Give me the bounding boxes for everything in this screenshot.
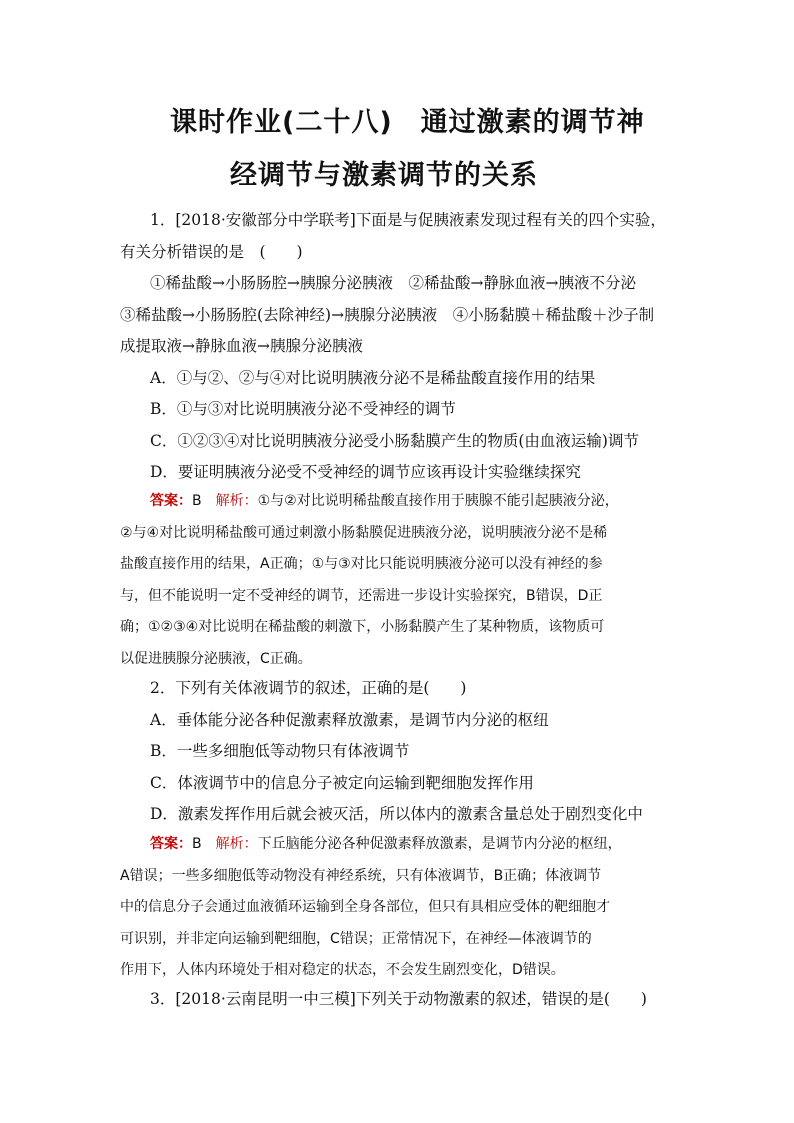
question-1-answer-line-3: 盐酸直接作用的结果，A正确；①与③对比只能说明胰液分泌可以没有神经的参 <box>120 556 603 572</box>
question-2-answer <box>120 829 680 987</box>
answer-heading: 答案： <box>150 493 192 509</box>
question-1-stem-line-1: 1．[2018·安徽部分中学联考]下面是与促胰液素发现过程有关的四个实验， <box>150 211 666 229</box>
question-1-answer-line-1 <box>120 486 680 518</box>
question-2-stem: 2．下列有关体液调节的叙述，正确的是( ) <box>150 679 467 697</box>
answer-letter: B <box>192 836 216 852</box>
question-1-option-d: D．要证明胰液分泌受不受神经的调节应该再设计实验继续探究 <box>150 463 581 481</box>
analysis-label: 解析： <box>215 493 258 509</box>
analysis-text: ①与②对比说明稀盐酸直接作用于胰腺不能引起胰液分泌， <box>257 493 619 509</box>
question-1-answer <box>120 486 680 675</box>
answer-heading: 答案： <box>150 836 192 852</box>
question-3-stem: 3．[2018·云南昆明一中三模]下列关于动物激素的叙述，错误的是( ) <box>150 990 647 1008</box>
question-1-experiment-line-2: ③稀盐酸→小肠肠腔(去除神经)→胰腺分泌胰液 ④小肠黏膜＋稀盐酸＋沙子制 <box>120 305 655 324</box>
question-2-answer-line-3: 中的信息分子会通过血液循环运输到全身各部位，但只有具相应受体的靶细胞才 <box>120 899 610 915</box>
question-2-option-d: D．激素发挥作用后就会被灭活，所以体内的激素含量总处于剧烈变化中 <box>150 805 643 823</box>
question-2-answer-line-5: 作用下，人体内环境处于相对稳定的状态，不会发生剧烈变化，D错误。 <box>120 962 565 978</box>
question-1-answer-line-5: 确；①②③④对比说明在稀盐酸的刺激下，小肠黏膜产生了某种物质，该物质可 <box>120 619 605 635</box>
question-2-answer-line-1 <box>120 829 680 861</box>
question-1-option-c: C．①②③④对比说明胰液分泌受小肠黏膜产生的物质(由血液运输)调节 <box>150 431 639 450</box>
question-2-option-c: C．体液调节中的信息分子被定向运输到靶细胞发挥作用 <box>150 773 534 792</box>
question-1-answer-line-2: ②与④对比说明稀盐酸可通过刺激小肠黏膜促进胰液分泌，说明胰液分泌不是稀 <box>120 524 608 541</box>
question-1 <box>120 205 680 489</box>
question-2-answer-line-4: 可识别，并非定向运输到靶细胞，C错误；正常情况下，在神经—体液调节的 <box>120 930 592 947</box>
question-2-option-a: A．垂体能分泌各种促激素释放激素，是调节内分泌的枢纽 <box>150 710 549 729</box>
question-1-experiment-line-3: 成提取液→静脉血液→胰腺分泌胰液 <box>120 337 363 355</box>
question-1-answer-line-4: 与，但不能说明一定不受神经的调节，还需进一步设计实验探究，B错误，D正 <box>120 587 603 604</box>
question-1-experiment-line-1: ①稀盐酸→小肠肠腔→胰腺分泌胰液 ②稀盐酸→静脉血液→胰液不分泌 <box>150 274 636 292</box>
question-1-option-a: A．①与②、②与④对比说明胰液分泌不是稀盐酸直接作用的结果 <box>150 368 596 387</box>
question-2 <box>120 673 680 831</box>
question-1-stem-line-2: 有关分析错误的是 ( ) <box>120 242 303 261</box>
page-title-line-2: 经调节与激素调节的关系 <box>230 160 538 191</box>
analysis-text: 下丘脑能分泌各种促激素释放激素，是调节内分泌的枢纽， <box>257 836 622 852</box>
question-1-answer-line-6: 以促进胰腺分泌胰液，C正确。 <box>120 650 312 667</box>
question-3 <box>120 984 680 1016</box>
analysis-label: 解析： <box>215 836 258 852</box>
page-title-line-1: 课时作业(二十八) 通过激素的调节神 <box>170 107 645 138</box>
question-2-option-b: B．一些多细胞低等动物只有体液调节 <box>150 742 410 760</box>
question-2-answer-line-2: A错误；一些多细胞低等动物没有神经系统，只有体液调节，B正确；体液调节 <box>120 867 602 884</box>
question-1-option-b: B．①与③对比说明胰液分泌不受神经的调节 <box>150 400 456 418</box>
answer-letter: B <box>192 493 216 509</box>
